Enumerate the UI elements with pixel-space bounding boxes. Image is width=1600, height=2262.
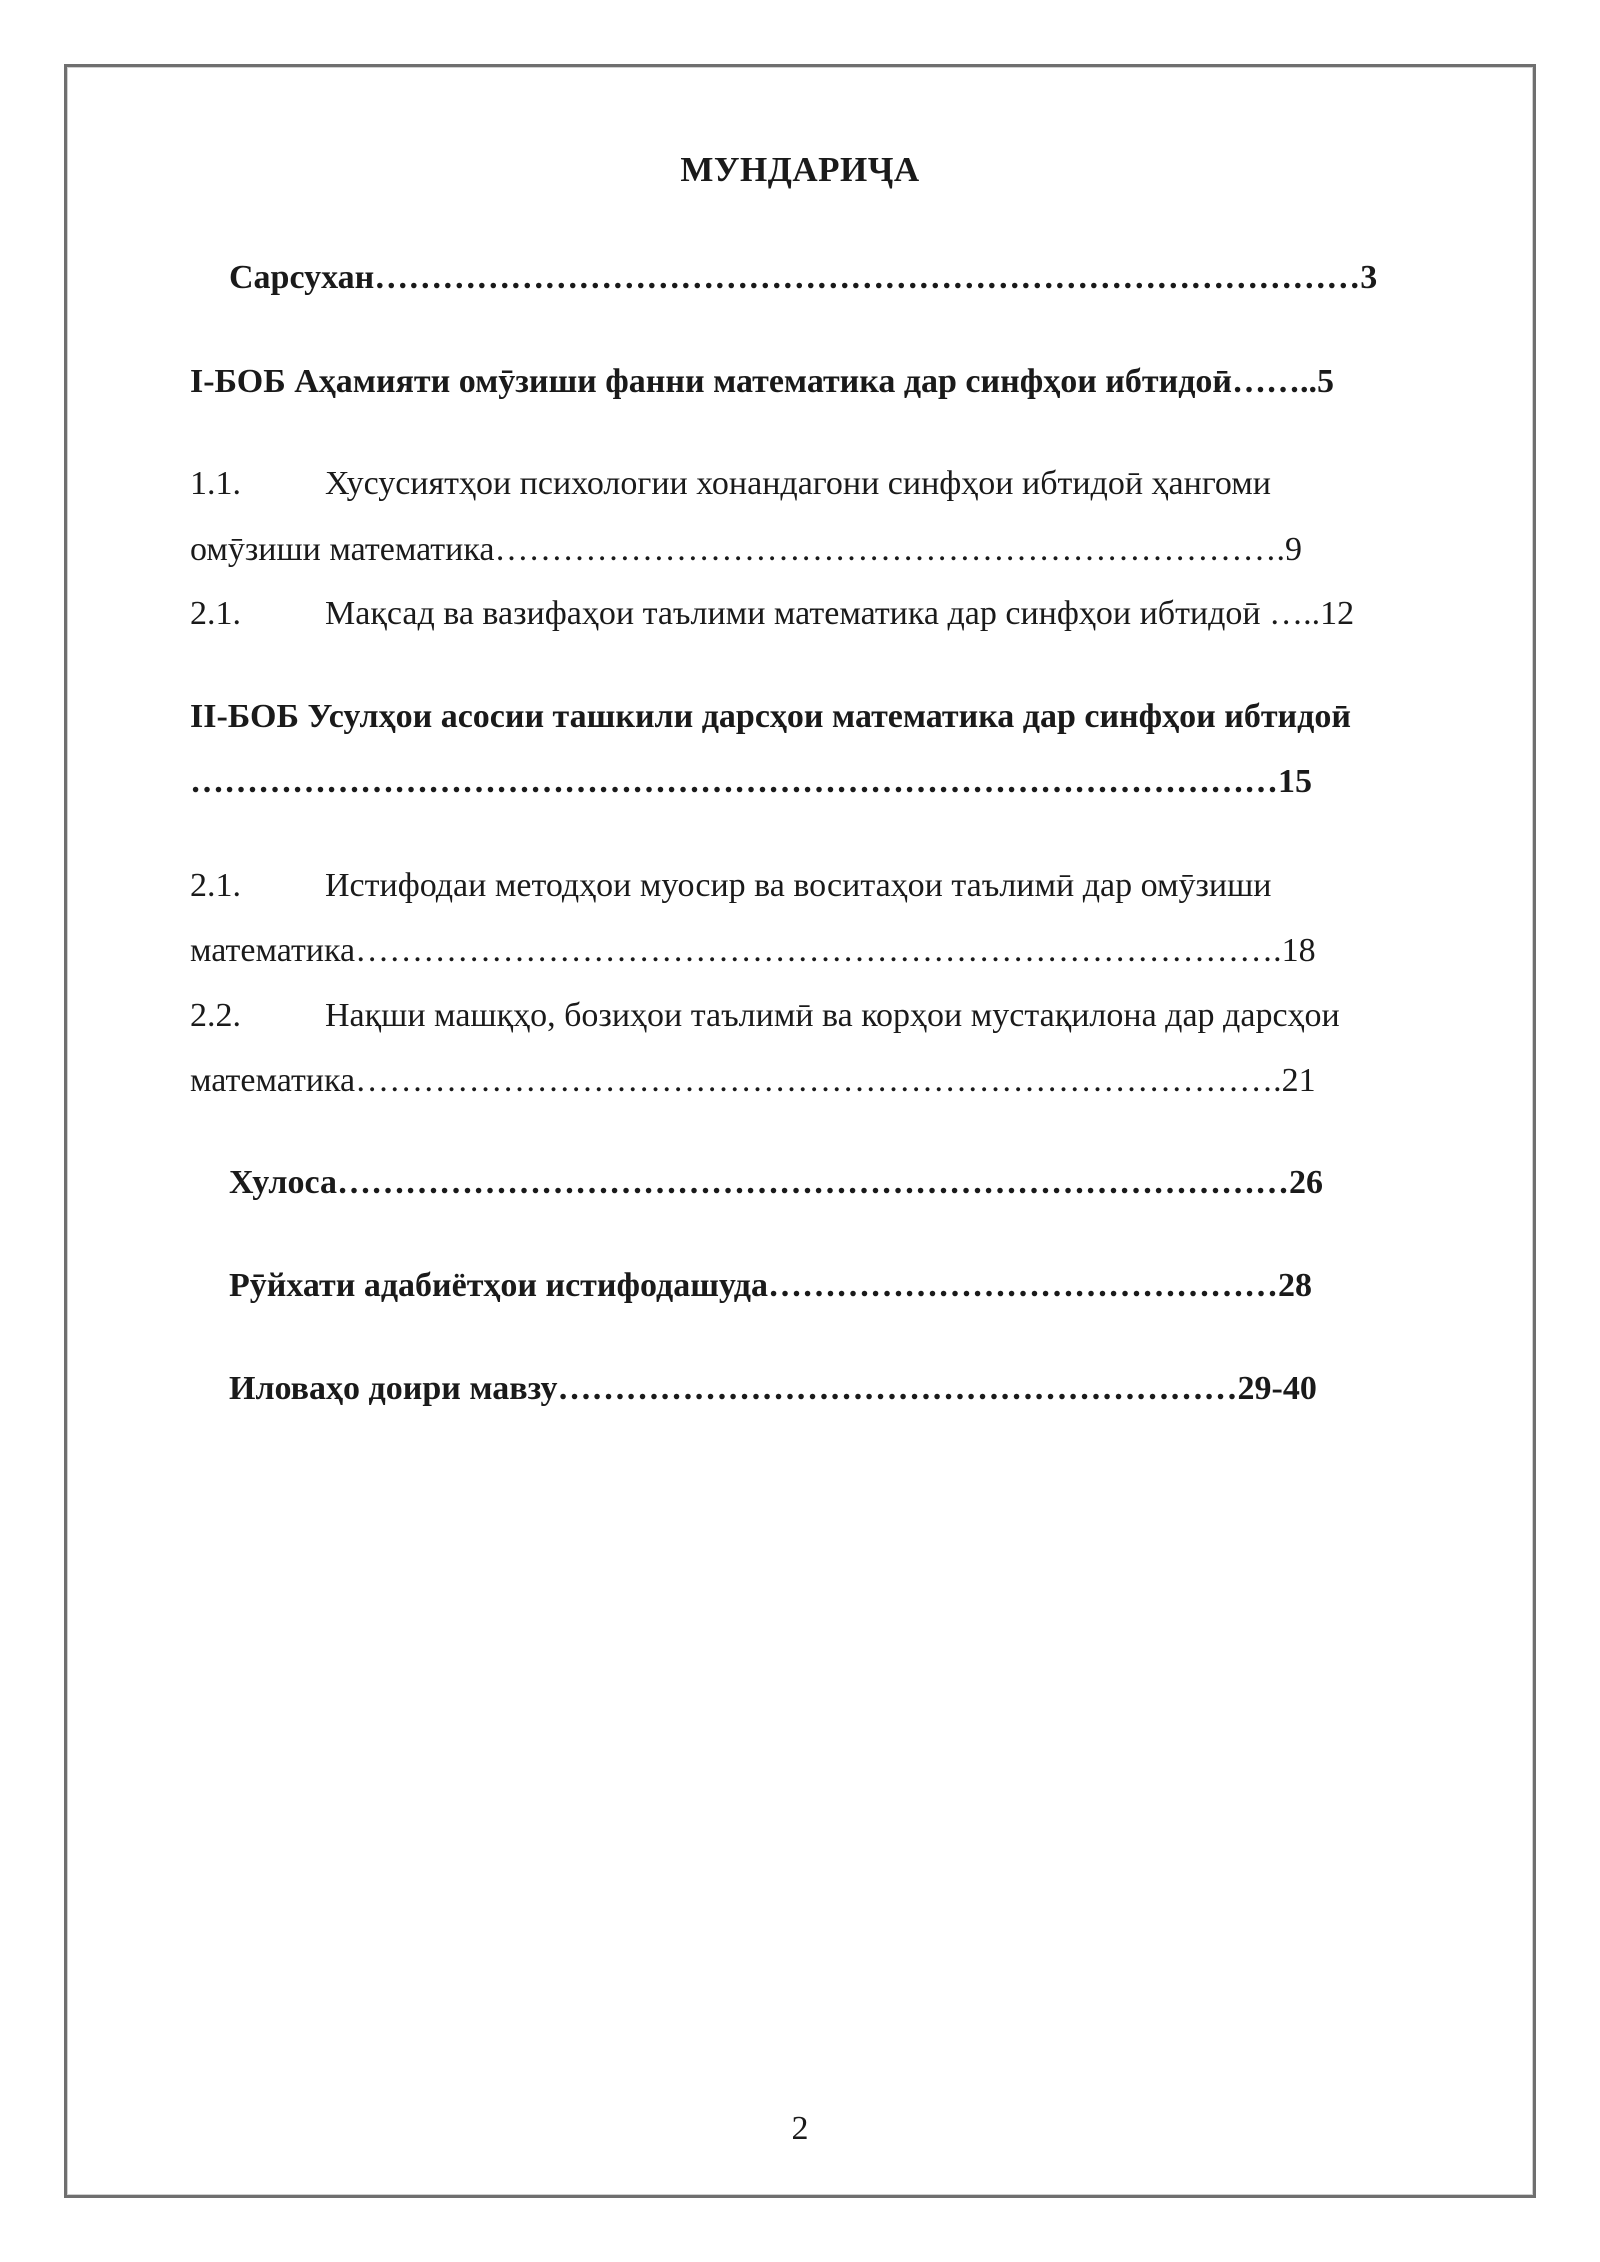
section-number: 2.2. [190,997,241,1034]
toc-entry-section-2-1-methods[interactable] [190,866,1271,906]
toc-entry-section-1-1-continuation[interactable]: омӯзиши математика…………………………………………………………….9 [190,531,1302,568]
toc-entry-chapter-2-continuation[interactable]: ……………………………………………………………………………………15 [190,763,1312,800]
toc-title: МУНДАРИҶА [680,150,920,189]
page-number: 2 [791,2110,809,2147]
section-title: Хусусиятҳои психологии хонандагони синфҳои ибтидоӣ ҳангоми [325,465,1271,502]
toc-entry-section-1-1[interactable] [190,464,1271,504]
toc-entry-section-2-2-continuation[interactable]: математика……………………………………………………………………….21 [190,1062,1316,1099]
toc-entry-section-2-1[interactable] [190,594,1354,634]
section-number: 1.1. [190,465,241,502]
toc-entry-section-2-2[interactable] [190,996,1340,1036]
toc-entry-section-2-1-methods-continuation[interactable]: математика……………………………………………………………………….18 [190,932,1316,969]
section-number: 2.1. [190,867,241,904]
section-title: Истифодаи методҳои муосир ва воситаҳои таълимӣ дар омӯзиши [325,867,1272,904]
section-title: Нақши машқҳо, бозиҳои таълимӣ ва корҳои мустақилона дар дарсҳои [325,997,1340,1034]
toc-entry-introduction[interactable]: Сарсухан……………………………………………………………………………3 [229,259,1378,296]
toc-entry-chapter-2[interactable]: II-БОБ Усулҳои асосии ташкили дарсҳои математика дар синфҳои ибтидоӣ [190,698,1351,735]
toc-entry-conclusion[interactable]: Хулоса…………………………………………………………………………26 [229,1164,1323,1201]
toc-entry-appendices[interactable]: Иловаҳо доири мавзу……………………………………………………29-40 [229,1370,1317,1407]
toc-entry-references[interactable]: Рӯйхати адабиётҳои истифодашуда………………………………………28 [229,1267,1312,1304]
section-number: 2.1. [190,595,241,632]
toc-entry-chapter-1[interactable]: I-БОБ Аҳамияти омӯзиши фанни математика дар синфҳои ибтидоӣ……..5 [190,363,1334,400]
section-title: Мақсад ва вазифаҳои таълими математика дар синфҳои ибтидоӣ …..12 [325,595,1355,632]
